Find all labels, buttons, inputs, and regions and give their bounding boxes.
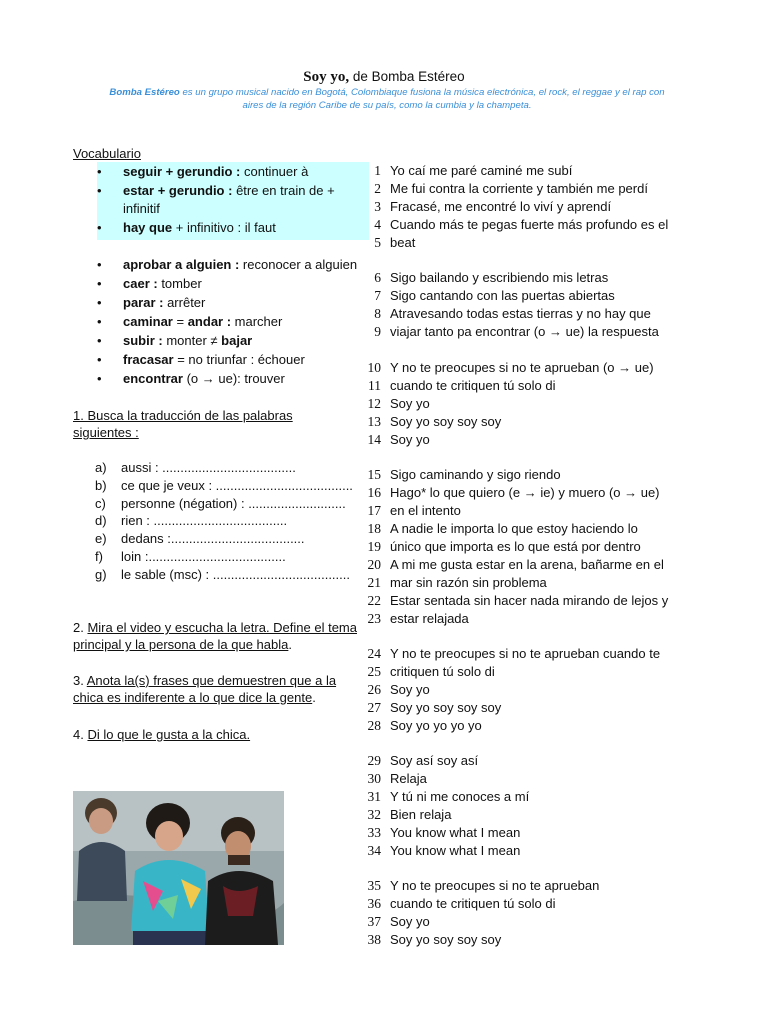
bullet: • — [97, 220, 102, 235]
lyric-line — [364, 663, 495, 680]
lyric-line — [364, 234, 416, 251]
item-letter: d) — [95, 513, 107, 528]
subtitle-line-1: es un grupo musical nacido en Bogotá, Colombiaque fusiona la música electrónica, el rock, el reggae y el rap con — [179, 87, 665, 98]
vocab-term: caminar — [123, 314, 173, 329]
lyric-text: Cuando más te pegas fuerte más profundo es el — [390, 217, 669, 232]
lyric-text: Fracasé, me encontré lo viví y aprendí — [390, 199, 612, 214]
vocab-def: marcher — [231, 314, 283, 329]
vocab-title: Vocabulario — [73, 146, 141, 161]
vocab-term: seguir + gerundio : — [123, 164, 241, 179]
line-number: 14 — [367, 432, 381, 447]
subtitle — [84, 87, 690, 112]
exercise-item — [95, 478, 353, 493]
vocab-term: bajar — [221, 333, 253, 348]
line-number: 15 — [367, 467, 381, 482]
item-letter: e) — [95, 531, 107, 546]
bullet: • — [97, 164, 102, 179]
line-number: 18 — [367, 521, 381, 536]
subtitle-line-2: aires de la región Caribe de su país, como la cumbia y la champeta. — [242, 99, 532, 111]
lyric-line — [364, 913, 430, 930]
line-number: 23 — [367, 611, 381, 626]
lyric-line — [364, 431, 430, 448]
lyric-text: Soy yo yo yo yo — [390, 718, 482, 733]
line-number: 26 — [367, 682, 381, 697]
line-number: 4 — [374, 217, 381, 232]
q2-text: Mira el video y escucha la letra. Define el tema principal y la persona de la que habla — [73, 620, 357, 652]
lyric-text: You know what I mean — [390, 825, 521, 840]
lyric-text: en el intento — [390, 503, 461, 518]
bullet: • — [97, 352, 102, 367]
page-title — [0, 69, 768, 86]
exercise-item — [95, 567, 350, 582]
line-number: 3 — [374, 199, 381, 214]
item-text: dedans :..................................... — [121, 531, 305, 546]
vocab-def: + infinitivo : il faut — [172, 220, 276, 235]
bullet: • — [97, 257, 102, 272]
vocab-def: infinitif — [123, 201, 160, 216]
bullet: • — [97, 295, 102, 310]
song-title: Soy yo, — [303, 69, 350, 85]
line-number: 28 — [367, 718, 381, 733]
lyric-text: cuando te critiquen tú solo di — [390, 378, 556, 393]
line-number: 37 — [367, 914, 381, 929]
lyric-text: Hago* lo que quiero (e → ie) y muero (o → ue) — [390, 485, 660, 500]
exercise-item — [95, 460, 296, 475]
line-number: 12 — [367, 396, 381, 411]
bullet: • — [97, 371, 102, 386]
vocab-term: encontrar — [123, 371, 183, 386]
line-number: 8 — [374, 306, 381, 321]
vocab-term: subir : — [123, 333, 163, 348]
item-letter: f) — [95, 549, 103, 564]
line-number: 31 — [367, 789, 381, 804]
line-number: 38 — [367, 932, 381, 947]
line-number: 25 — [367, 664, 381, 679]
lyric-text: Sigo bailando y escribiendo mis letras — [390, 270, 609, 285]
q2-end: . — [288, 637, 292, 652]
lyric-line — [364, 216, 669, 233]
lyric-text: Soy yo — [390, 396, 430, 411]
lyric-text: Soy yo soy soy soy — [390, 700, 502, 715]
lyric-text: cuando te critiquen tú solo di — [390, 896, 556, 911]
vocab-def: arrêter — [163, 295, 206, 310]
lyric-line — [364, 323, 659, 340]
band-name: Bomba Estéreo — [109, 87, 180, 98]
lyric-text: estar relajada — [390, 611, 469, 626]
lyric-line — [364, 681, 430, 698]
item-text: rien : ..................................... — [121, 513, 288, 528]
vocab-def: continuer à — [240, 164, 309, 179]
lyric-text: Bien relaja — [390, 807, 452, 822]
q4-text: Di lo que le gusta a la chica. — [87, 727, 251, 742]
vocab-term: caer : — [123, 276, 158, 291]
lyric-line — [364, 359, 654, 376]
lyric-text: viajar tanto pa encontrar (o → ue) la respuesta — [390, 324, 659, 339]
lyric-line — [364, 180, 648, 197]
line-number: 27 — [367, 700, 381, 715]
item-text: loin :...................................... — [121, 549, 286, 564]
line-number: 16 — [367, 485, 381, 500]
lyric-text: Atravesando todas estas tierras y no hay que — [390, 306, 651, 321]
q1-line-2: siguientes : — [73, 425, 139, 440]
lyric-line — [364, 610, 469, 627]
vocab-def: reconocer a alguien — [239, 257, 358, 272]
vocab-def: = — [172, 314, 188, 329]
lyric-line — [364, 377, 556, 394]
band-photo-illustration — [73, 791, 284, 945]
line-number: 24 — [367, 646, 381, 661]
item-letter: g) — [95, 567, 107, 582]
line-number: 22 — [367, 593, 381, 608]
item-text: ce que je veux : ...................................... — [121, 478, 353, 493]
line-number: 30 — [367, 771, 381, 786]
vocab-term: estar + gerundio : — [123, 183, 233, 198]
lyric-line — [364, 198, 612, 215]
line-number: 19 — [367, 539, 381, 554]
q2-number: 2. — [73, 620, 88, 635]
vocab-term: hay que — [123, 220, 173, 235]
line-number: 13 — [367, 414, 381, 429]
lyric-line — [364, 502, 461, 519]
vocab-def: monter ≠ — [162, 333, 222, 348]
lyric-text: Y tú ni me conoces a mí — [390, 789, 530, 804]
line-number: 6 — [374, 270, 381, 285]
lyric-line — [364, 806, 452, 823]
line-number: 5 — [374, 235, 381, 250]
lyric-line — [364, 305, 651, 322]
vocab-term: parar : — [123, 295, 164, 310]
question-2 — [73, 619, 368, 653]
exercise-item — [95, 531, 305, 546]
lyric-text: Me fui contra la corriente y también me perdí — [390, 181, 648, 196]
lyric-line — [364, 824, 521, 841]
item-letter: a) — [95, 460, 107, 475]
artist-text: de Bomba Estéreo — [349, 69, 465, 84]
lyric-line — [364, 645, 661, 662]
lyric-text: único que importa es lo que está por dentro — [390, 539, 641, 554]
lyric-text: Relaja — [390, 771, 427, 786]
lyric-line — [364, 413, 502, 430]
line-number: 7 — [374, 288, 381, 303]
line-number: 20 — [367, 557, 381, 572]
vocab-def: tomber — [157, 276, 202, 291]
line-number: 17 — [367, 503, 381, 518]
lyric-text: Estar sentada sin hacer nada mirando de lejos y — [390, 593, 669, 608]
vocab-def: être en train de + — [232, 183, 335, 198]
lyric-text: Sigo caminando y sigo riendo — [390, 467, 561, 482]
q3-number: 3. — [73, 673, 87, 688]
line-number: 21 — [367, 575, 381, 590]
lyric-line — [364, 538, 641, 555]
bullet: • — [97, 333, 102, 348]
exercise-item — [95, 496, 346, 511]
lyric-line — [364, 574, 547, 591]
line-number: 11 — [368, 378, 381, 393]
line-number: 9 — [374, 324, 381, 339]
vocab-def: = no triunfar : échouer — [173, 352, 305, 367]
bullet: • — [97, 183, 102, 198]
bullet: • — [97, 276, 102, 291]
lyric-text: Y no te preocupes si no te aprueban (o → ue) — [390, 360, 654, 375]
question-4 — [73, 726, 368, 743]
line-number: 1 — [374, 163, 381, 178]
lyric-line — [364, 395, 430, 412]
lyric-text: Soy yo — [390, 432, 430, 447]
exercise-item — [95, 513, 287, 528]
lyric-line — [364, 162, 573, 179]
lyric-line — [364, 842, 521, 859]
line-number: 35 — [367, 878, 381, 893]
lyric-text: Soy yo — [390, 914, 430, 929]
line-number: 33 — [367, 825, 381, 840]
lyric-line — [364, 770, 427, 787]
lyric-line — [364, 592, 669, 609]
line-number: 34 — [367, 843, 381, 858]
lyric-line — [364, 931, 502, 948]
q4-number: 4. — [73, 727, 88, 742]
line-number: 29 — [367, 753, 381, 768]
item-text: le sable (msc) : ...................................... — [121, 567, 350, 582]
lyric-text: critiquen tú solo di — [390, 664, 495, 679]
vocab-term: fracasar — [123, 352, 174, 367]
question-3 — [73, 672, 368, 706]
item-letter: b) — [95, 478, 107, 493]
lyric-line — [364, 752, 479, 769]
lyric-text: A mi me gusta estar en la arena, bañarme en el — [390, 557, 664, 572]
lyric-text: Soy yo soy soy soy — [390, 414, 502, 429]
lyric-line — [364, 556, 664, 573]
vocab-term: andar : — [187, 314, 232, 329]
lyric-line — [364, 520, 638, 537]
line-number: 2 — [374, 181, 381, 196]
lyric-line — [364, 287, 615, 304]
lyric-line — [364, 466, 561, 483]
lyric-text: mar sin razón sin problema — [390, 575, 547, 590]
lyric-line — [364, 269, 609, 286]
lyric-text: Soy yo — [390, 682, 430, 697]
lyric-line — [364, 788, 530, 805]
q3-text: Anota la(s) frases que demuestren que a la chica es indiferente a lo que dice la gente — [73, 673, 337, 705]
line-number: 32 — [367, 807, 381, 822]
line-number: 36 — [367, 896, 381, 911]
lyric-line — [364, 877, 600, 894]
lyric-text: A nadie le importa lo que estoy haciendo lo — [390, 521, 638, 536]
q1-line-1: 1. Busca la traducción de las palabras — [73, 408, 293, 423]
lyric-line — [364, 699, 502, 716]
lyric-line — [364, 484, 660, 501]
question-1-title — [73, 407, 368, 441]
lyric-text: Y no te preocupes si no te aprueban — [390, 878, 600, 893]
lyric-text: beat — [390, 235, 416, 250]
item-letter: c) — [95, 496, 106, 511]
item-text: aussi : ..................................... — [121, 460, 296, 475]
lyric-line — [364, 895, 556, 912]
q3-end: . — [312, 690, 316, 705]
vocab-def: (o → ue): trouver — [182, 371, 285, 386]
bullet: • — [97, 314, 102, 329]
lyric-text: Y no te preocupes si no te aprueban cuando te — [390, 646, 661, 661]
lyric-text: Soy yo soy soy soy — [390, 932, 502, 947]
band-photo — [73, 791, 284, 945]
vocab-term: aprobar a alguien : — [123, 257, 240, 272]
line-number: 10 — [367, 360, 381, 375]
item-text: personne (négation) : ........................... — [121, 496, 346, 511]
lyric-text: Soy así soy así — [390, 753, 479, 768]
lyric-text: Yo caí me paré caminé me subí — [390, 163, 573, 178]
exercise-item — [95, 549, 286, 564]
lyric-text: You know what I mean — [390, 843, 521, 858]
lyric-line — [364, 717, 482, 734]
lyric-text: Sigo cantando con las puertas abiertas — [390, 288, 615, 303]
